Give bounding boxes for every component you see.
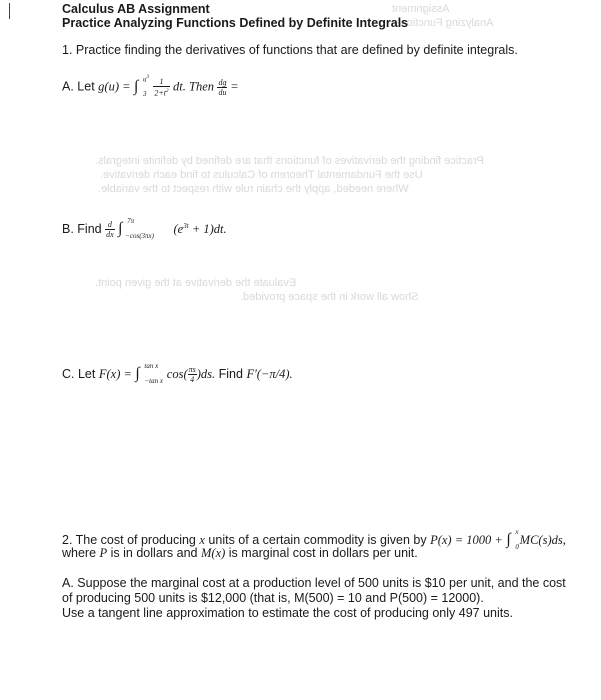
assignment-title: Calculus AB Assignment (62, 2, 210, 16)
bleed-through-text: Practice finding the derivatives of functions that are defined by definite integrals. (95, 155, 484, 167)
part-a-label: A. (62, 79, 74, 94)
variable-p: P (99, 546, 108, 560)
integral-symbol: ∫ tan x −tan x (135, 362, 163, 385)
question-2a-line-2: of producing 500 units is $12,000 (that is, M(500) = 10 and P(500) = 12000). (62, 591, 484, 605)
function-g: g(u) = (98, 79, 131, 94)
margin-mark (9, 3, 10, 19)
integral-lower-limit: 0 (515, 543, 519, 551)
question-2a-line-3: Use a tangent line approximation to estimate the cost of producing only 497 units. (62, 606, 513, 620)
bleed-through-text: Use the Fundamental Theorem of Calculus to find each derivative. (100, 169, 423, 181)
integral-lower-limit: −tan x (144, 377, 163, 385)
integral-upper-limit: 7π (127, 217, 135, 225)
part-b-label: B. (62, 222, 74, 236)
integral-symbol: ∫ $u^3$ 3 (134, 74, 150, 98)
dt-then-text: dt. Then (173, 79, 214, 94)
cost-formula: P(x) = 1000 + (430, 533, 503, 547)
question-2a-line-1: A. Suppose the marginal cost at a production level of 500 units is $10 per unit, and the cost (62, 576, 566, 590)
question-1b (62, 217, 227, 240)
integral-upper-limit: tan x (144, 362, 159, 370)
cos-argument-fraction: $\frac{\pi s}{4}$ (188, 365, 196, 385)
find-expression: F′(−π/4). (246, 367, 293, 381)
bleed-through-text: Assignment (392, 3, 450, 15)
cost-formula-integrand: MC(s)ds, (519, 533, 566, 547)
bleed-through-text: Evaluate the derivative at the given point. (95, 277, 297, 289)
integral-upper-limit: x (515, 528, 519, 536)
integral-lower-limit: −cos(3πx) (125, 232, 154, 240)
find-text: Find (77, 222, 102, 236)
bleed-through-text: Show all work in the space provided. (240, 291, 419, 303)
bleed-through-text: Analyzing Functions (395, 17, 494, 29)
find-text: Find (218, 367, 243, 381)
assignment-subtitle: Practice Analyzing Functions Defined by Definite Integrals (62, 16, 409, 30)
question-2-line-2: where P is in dollars and M(x) is marginal cost in dollars per unit. (62, 546, 418, 560)
question-1-prompt: 1. Practice finding the derivatives of functions that are defined by definite integrals. (62, 43, 518, 57)
part-c-label: C. (62, 367, 75, 381)
derivative-d-dx: $\frac{d}{dx}$ (106, 220, 114, 240)
integrand-cos: cos( (166, 367, 188, 381)
function-f: F(x) = (98, 367, 132, 381)
ds-text: )ds. (196, 367, 216, 381)
integral-symbol: ∫ x 0 (506, 528, 519, 551)
derivative-dg-du: $\frac{dg}{du}$ (218, 77, 227, 97)
let-text: Let (77, 79, 95, 94)
integral-symbol: ∫ 7π −cos(3πx) (118, 217, 154, 240)
variable-x: x (199, 533, 205, 547)
bleed-through-text: Where needed, apply the chain rule with respect to the variable. (98, 183, 409, 195)
let-text: Let (77, 367, 96, 381)
question-2-line-1: 2. The cost of producing x units of a certain commodity is given by P(x) = 1000 + ∫ x 0 MC(s)ds, (62, 528, 566, 551)
integrand: $(e^{3t} + 1)dt$. (173, 221, 227, 236)
integral-upper-limit: $u^3$ (143, 74, 150, 83)
integrand-fraction: $\frac{1}{2+t^2}$ (154, 77, 169, 98)
integral-lower-limit: 3 (143, 89, 147, 98)
variable-mx: M(x) (201, 546, 226, 560)
question-1c (62, 362, 293, 385)
equals-sign: = (230, 79, 239, 94)
question-1a (62, 74, 239, 98)
